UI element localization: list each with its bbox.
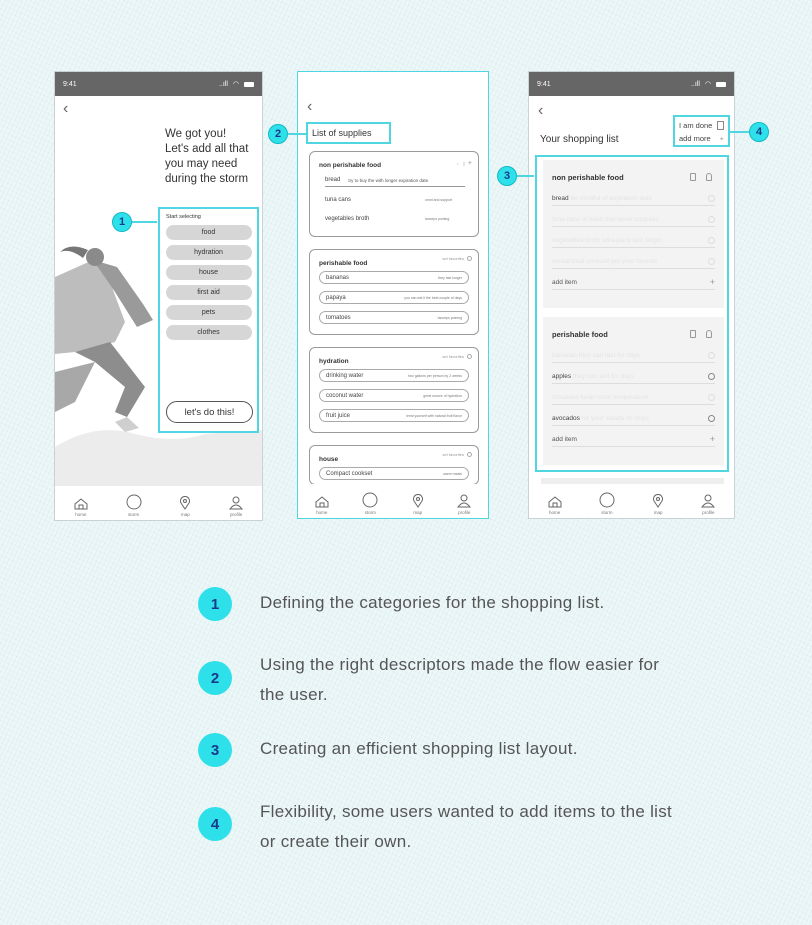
connector-line (288, 133, 306, 135)
back-chevron-icon[interactable]: ‹ (538, 102, 544, 119)
list-item[interactable] (319, 311, 469, 324)
phone-screen-categories (54, 71, 263, 521)
tab-label: home (316, 510, 328, 515)
add-item-button[interactable] (552, 275, 715, 290)
tab-profile[interactable] (229, 496, 243, 517)
hero-line: Let's add all that (165, 143, 249, 155)
storm-icon (599, 492, 615, 508)
legend-badge: 2 (198, 661, 232, 695)
section-actions (456, 160, 472, 167)
legend-text: Using the right descriptors made the flow easier for the user. (260, 655, 660, 704)
add-item-button[interactable] (552, 432, 715, 447)
status-time: 9:41 (63, 80, 77, 88)
tab-label: map (413, 510, 423, 515)
item-desc: they can last for days (572, 372, 635, 380)
item-desc: try to buy the with longer expiration date (348, 177, 429, 183)
list-item[interactable] (552, 390, 715, 405)
check-circle-icon[interactable] (708, 195, 715, 202)
section-title: house (319, 456, 339, 463)
tab-label: storm (128, 512, 140, 517)
section-title: non perishable food (552, 173, 624, 182)
legend-item-1 (198, 587, 605, 621)
connector-line (517, 175, 534, 177)
status-bar (529, 72, 734, 96)
home-icon (74, 498, 88, 510)
tab-bar (55, 486, 262, 520)
legend-badge: 3 (198, 733, 232, 767)
lets-do-this-button[interactable]: let's do this! (166, 401, 253, 423)
categories-selector (158, 207, 259, 433)
hero-line: during the storm (165, 173, 249, 185)
list-item[interactable] (552, 369, 715, 384)
supplies-section-non-perishable (309, 151, 479, 237)
shopping-list-box (535, 155, 729, 472)
annotation-badge-3: 3 (497, 166, 517, 186)
list-item[interactable] (552, 191, 715, 206)
back-chevron-icon[interactable]: ‹ (63, 100, 69, 117)
section-actions (442, 256, 472, 261)
map-pin-icon (412, 494, 424, 508)
tab-map[interactable] (412, 494, 424, 515)
list-item[interactable] (552, 348, 715, 363)
item-name: bananas (326, 274, 350, 281)
item-name: vegetables broth (552, 236, 601, 244)
add-more-button[interactable] (675, 130, 728, 143)
item-name: tomatoes (326, 314, 351, 321)
legend-text: Flexibility, some users wanted to add items to the list or create their own. (260, 802, 673, 851)
signal-icon: ..ıll (218, 80, 228, 88)
set-favorites-link[interactable]: set favorites (442, 354, 464, 359)
tab-home[interactable] (74, 498, 88, 517)
done-label: I am done (679, 120, 713, 130)
legend-text: Creating an efficient shopping list layout. (260, 739, 578, 758)
annotation-badge-4: 4 (749, 122, 769, 142)
map-pin-icon (652, 494, 664, 508)
tab-label: storm (364, 510, 376, 515)
connector-line (132, 221, 157, 223)
item-desc: omni and support (425, 198, 453, 202)
status-time: 9:41 (537, 80, 551, 88)
item-name: tuna cans (552, 215, 581, 223)
tab-label: storm (601, 510, 613, 515)
doc-icon[interactable] (690, 173, 696, 181)
select-circle-icon[interactable] (467, 256, 472, 261)
section-actions (690, 173, 712, 181)
item-desc: two gallons per person by 2 weeks (408, 373, 462, 378)
profile-icon (229, 496, 243, 510)
supplies-section-perishable (309, 249, 479, 335)
item-desc: lanceps poining (437, 315, 462, 320)
list-item[interactable] (325, 197, 453, 203)
list-item[interactable] (319, 389, 469, 402)
doc-icon[interactable] (690, 330, 696, 338)
item-desc: for your salads or chips (581, 414, 649, 422)
battery-icon (716, 82, 726, 87)
item-name: avocados (552, 414, 580, 422)
list-item[interactable] (552, 233, 715, 248)
page-title: List of supplies (312, 128, 372, 138)
item-desc: you can eat it the best couple of days (404, 295, 462, 300)
add-item-label: add item (552, 278, 577, 286)
check-circle-icon[interactable] (708, 216, 715, 223)
list-item[interactable] (319, 291, 469, 304)
item-name: Compact cookset (326, 470, 373, 477)
add-more-label: add more (679, 133, 711, 143)
section-actions (442, 354, 472, 359)
item-name: drinking water (326, 372, 364, 379)
section-actions (690, 330, 712, 338)
hero-line: We got you! (165, 128, 227, 140)
legend-text: Defining the categories for the shopping list. (260, 593, 605, 612)
tab-label: map (653, 510, 663, 515)
tab-label: home (548, 510, 561, 515)
tab-label: home (75, 512, 87, 517)
bell-icon[interactable]: ♤ (456, 161, 460, 166)
legend-badge: 1 (198, 587, 232, 621)
list-item[interactable] (319, 271, 469, 284)
item-name: apples (552, 372, 572, 380)
page-title: Your shopping list (540, 134, 619, 145)
done-add-more-box (673, 115, 730, 147)
list-item[interactable] (325, 174, 465, 187)
item-name: papaya (326, 294, 346, 301)
item-name: tomatoes (552, 393, 579, 401)
item-name: bread (325, 177, 341, 183)
section-title: perishable food (552, 330, 608, 339)
item-desc: tetra-pack last longer (601, 236, 663, 244)
plus-icon: + (719, 133, 724, 143)
legend-item-2 (198, 655, 660, 704)
home-icon (548, 496, 562, 508)
tab-profile[interactable] (457, 494, 471, 515)
list-item[interactable] (552, 212, 715, 227)
list-item[interactable] (552, 254, 715, 269)
select-circle-icon[interactable] (467, 452, 472, 457)
supplies-section-house (309, 445, 479, 485)
legend-item-4 (198, 802, 673, 851)
profile-icon (457, 494, 471, 508)
check-circle-icon[interactable] (708, 258, 715, 265)
bell-icon[interactable] (706, 330, 712, 338)
item-desc: lanceps poining (425, 217, 450, 221)
supplies-section-hydration (309, 347, 479, 433)
list-item[interactable] (319, 467, 469, 480)
set-favorites-link[interactable]: set favorites (442, 452, 464, 457)
item-desc: warm meals (443, 471, 462, 476)
hero-line: you may need (165, 158, 238, 170)
item-name: fruit juice (326, 412, 351, 419)
tab-label: profile (702, 510, 715, 515)
map-pin-icon (179, 496, 191, 510)
set-favorites-link[interactable]: set favorites (442, 256, 464, 261)
supplies-title-box (306, 122, 391, 144)
back-chevron-icon[interactable]: ‹ (307, 98, 313, 115)
item-name: coconut water (326, 392, 364, 399)
plus-icon: + (709, 434, 715, 444)
plus-icon[interactable]: + (467, 160, 472, 167)
item-desc: they can last for days (578, 351, 641, 359)
annotation-badge-1: 1 (112, 212, 132, 232)
section-title: non perishable food (319, 162, 382, 169)
section-title: hydration (319, 358, 349, 365)
i-am-done-button[interactable] (675, 117, 728, 130)
tab-home[interactable] (315, 496, 329, 515)
tab-storm[interactable] (362, 492, 378, 515)
shopping-section-non-perishable (543, 160, 724, 308)
tab-label: profile (458, 510, 471, 515)
tab-label: map (180, 512, 190, 517)
category-food[interactable]: food (166, 225, 252, 240)
category-hydration[interactable]: hydration (166, 245, 252, 260)
item-desc: keep room temperature (580, 393, 649, 401)
plus-icon: + (709, 277, 715, 287)
annotation-badge-2: 2 (268, 124, 288, 144)
item-name: bananas (552, 351, 577, 359)
list-item[interactable] (319, 369, 469, 382)
category-first-aid[interactable]: first aid (166, 285, 252, 300)
item-name: tuna cans (325, 197, 352, 203)
category-house[interactable]: house (166, 265, 252, 280)
wifi-icon: ◠ (232, 81, 239, 88)
category-clothes[interactable]: clothes (166, 325, 252, 340)
check-circle-icon[interactable] (708, 373, 715, 380)
categories-title: Start selecting (166, 214, 201, 220)
item-name: bread (552, 194, 569, 202)
section-actions (442, 452, 472, 457)
home-icon (315, 496, 329, 508)
shopping-section-perishable (543, 317, 724, 465)
item-desc: treat yourself get your favorite (571, 257, 658, 265)
category-pets[interactable]: pets (166, 305, 252, 320)
item-desc: they last longer (438, 275, 462, 280)
tab-map[interactable] (179, 496, 191, 517)
item-name: cereal (552, 257, 570, 265)
doc-icon[interactable]: ▯ (462, 161, 465, 166)
storm-icon (362, 492, 378, 508)
item-desc: be mindful of expiration date (570, 194, 653, 202)
select-circle-icon[interactable] (467, 354, 472, 359)
signal-icon: ..ıll (690, 80, 700, 88)
bell-icon[interactable] (706, 173, 712, 181)
list-item[interactable] (325, 216, 450, 222)
tab-map[interactable] (652, 494, 664, 515)
tab-profile[interactable] (701, 494, 715, 515)
profile-icon (701, 494, 715, 508)
list-item[interactable] (319, 409, 469, 422)
tab-bar (298, 484, 488, 518)
item-name: vegetables broth (325, 216, 370, 222)
wifi-icon: ◠ (704, 81, 711, 88)
tab-bar (529, 484, 734, 518)
add-item-label: add item (552, 435, 577, 443)
legend-badge: 4 (198, 807, 232, 841)
check-circle-icon[interactable] (708, 352, 715, 359)
tab-label: profile (229, 512, 243, 517)
item-desc: treat yourself with natural fruit flavor (406, 413, 462, 418)
tab-home[interactable] (548, 496, 562, 515)
check-circle-icon[interactable] (708, 394, 715, 401)
item-desc: great source of hydration (423, 393, 462, 398)
check-circle-icon[interactable] (708, 415, 715, 422)
tab-storm[interactable] (599, 492, 615, 515)
storm-icon (126, 494, 142, 510)
check-circle-icon[interactable] (708, 237, 715, 244)
checklist-icon (717, 121, 724, 130)
phone-screen-shopping-list (528, 71, 735, 519)
item-desc: at least one week supplies (582, 215, 659, 223)
connector-line (730, 131, 749, 133)
tab-storm[interactable] (126, 494, 142, 517)
section-title: perishable food (319, 260, 368, 267)
list-item[interactable] (552, 411, 715, 426)
legend-item-3 (198, 733, 578, 767)
